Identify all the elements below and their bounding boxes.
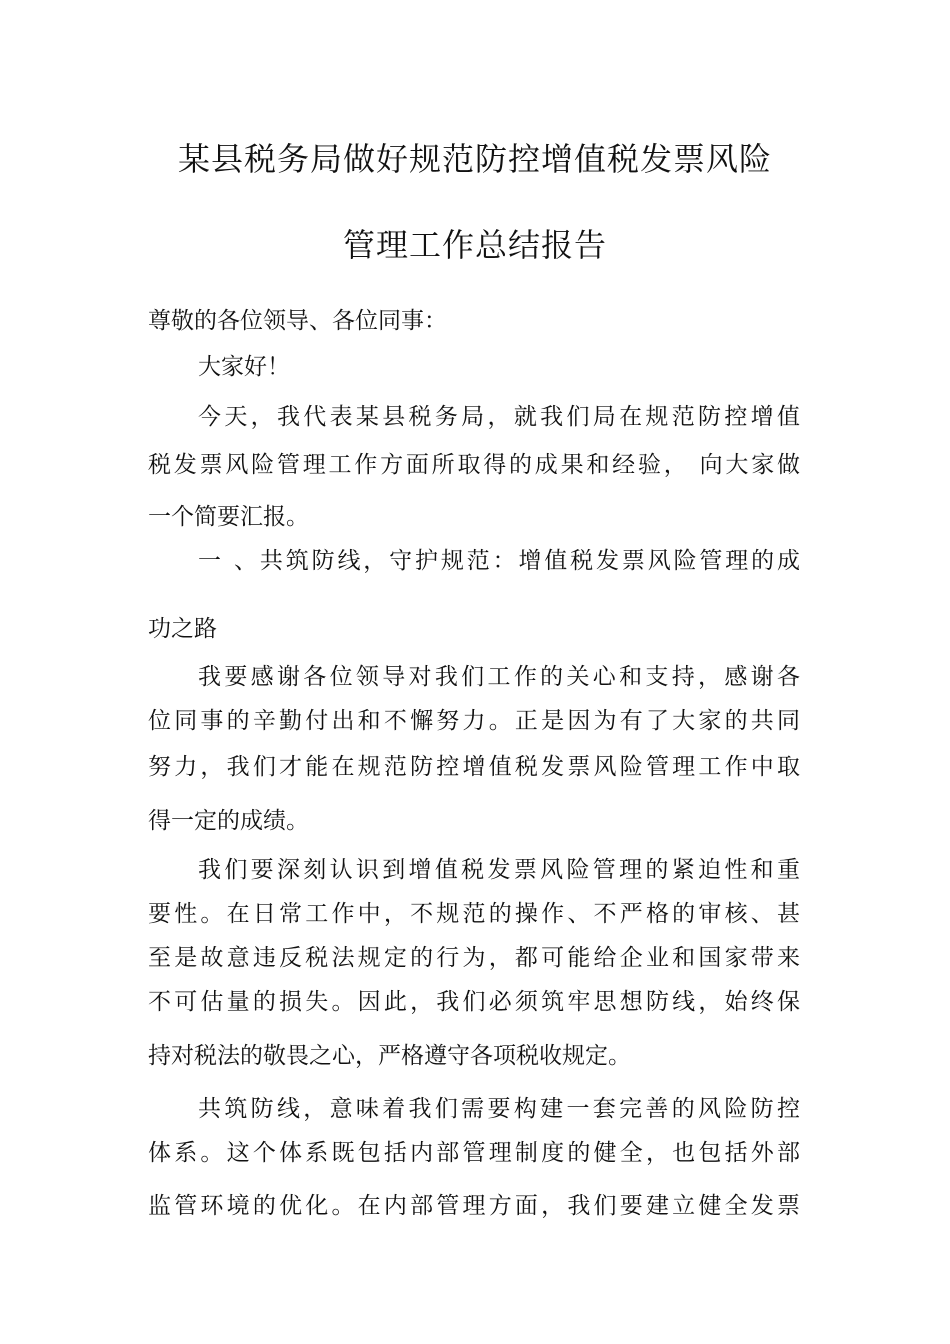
paragraph-line: 一个简要汇报。 [148,504,309,530]
salutation: 尊敬的各位领导、各位同事： [148,308,447,334]
document-title-line-1: 某县税务局做好规范防控增值税发票风险 [177,140,772,178]
paragraph-line: 我们要深刻认识到增值税发票风险管理的紧迫性和重 [198,857,800,883]
paragraph-line: 不可估量的损失。因此，我们必须筑牢思想防线，始终保 [148,989,800,1015]
section-heading-line: 一 、共筑防线，守护规范：增值税发票风险管理的成 [198,548,800,574]
paragraph-line: 我要感谢各位领导对我们工作的关心和支持，感谢各 [198,664,800,690]
paragraph-line: 共筑防线，意味着我们需要构建一套完善的风险防控 [198,1096,800,1122]
paragraph-line: 得一定的成绩。 [148,808,309,834]
paragraph-line: 至是故意违反税法规定的行为，都可能给企业和国家带来 [148,945,800,971]
paragraph-line: 今天，我代表某县税务局，就我们局在规范防控增值 [198,404,800,430]
paragraph-line: 要性。在日常工作中，不规范的操作、不严格的审核、甚 [148,901,800,927]
section-heading-line: 功之路 [148,616,217,642]
paragraph-line: 体系。这个体系既包括内部管理制度的健全，也包括外部 [148,1140,800,1166]
paragraph-line: 税发票风险管理工作方面所取得的成果和经验， 向大家做 [148,452,800,478]
paragraph-line: 努力，我们才能在规范防控增值税发票风险管理工作中取 [148,754,800,780]
paragraph-line: 位同事的辛勤付出和不懈努力。正是因为有了大家的共同 [148,708,800,734]
paragraph-line: 监管环境的优化。在内部管理方面，我们要建立健全发票 [148,1193,800,1219]
greeting: 大家好！ [198,354,290,380]
document-title-line-2: 管理工作总结报告 [342,226,607,264]
paragraph-line: 持对税法的敬畏之心，严格遵守各项税收规定。 [148,1043,631,1069]
